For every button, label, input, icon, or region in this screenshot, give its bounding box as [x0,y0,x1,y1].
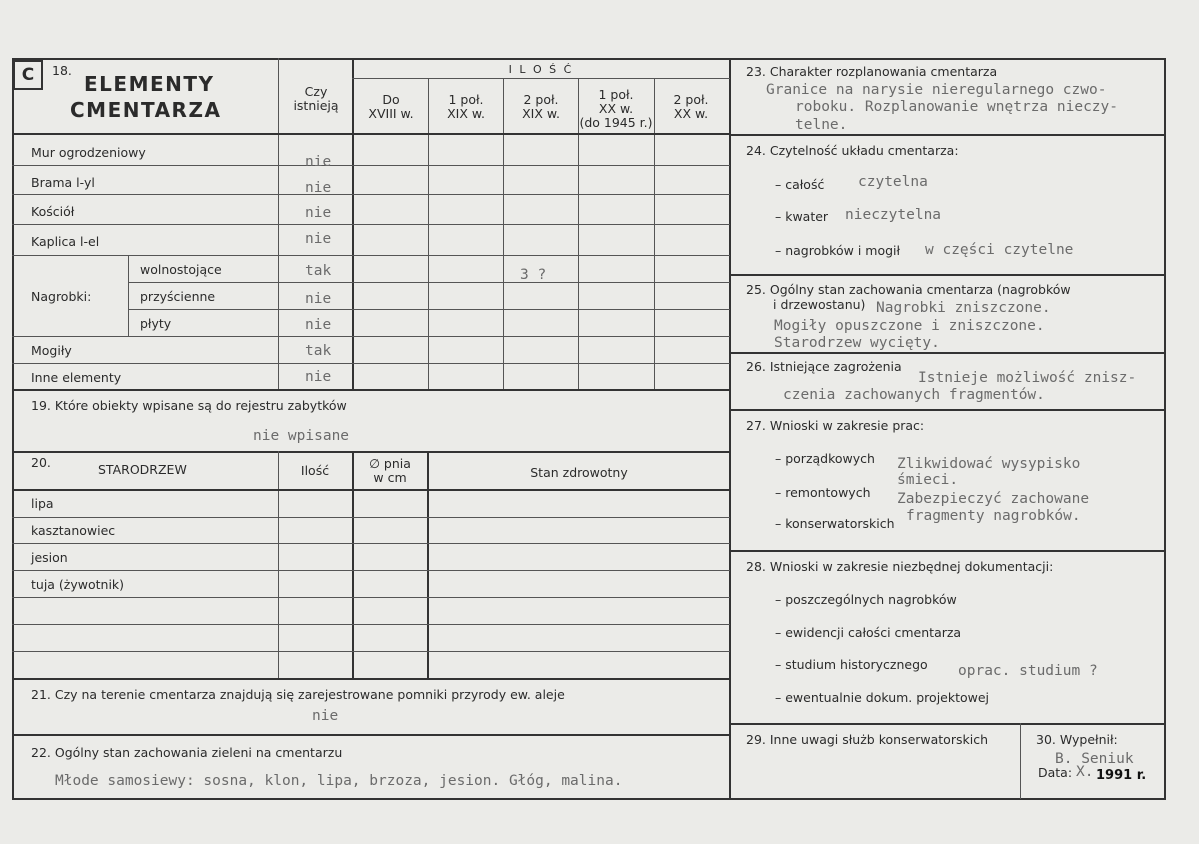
sec20-row-line [12,624,730,625]
sec19-value: nie wpisane [253,428,350,444]
element-value: tak [305,263,332,279]
element-value: nie [305,205,332,221]
sec20-row-line [12,651,730,652]
sec30-date-label: Data: [1038,765,1073,780]
sec19-label: 19. Które obiekty wpisane są do rejestru zabytków [31,398,347,413]
sec27-label: 27. Wnioski w zakresie prac: [746,418,925,433]
sec20-number: 20. [31,455,51,470]
sec26-bottom [730,409,1166,411]
frame-right [1164,58,1166,800]
grid-h-r5 [128,282,730,283]
sec20-col-qty: Ilość [300,463,330,478]
element-label: przyścienne [140,289,216,304]
sec29-label: 29. Inne uwagi służb konserwatorskich [746,732,988,747]
sec21-label: 21. Czy na terenie cmentarza znajdują się zarejestrowane pomniki przyrody ew. aleje [31,687,565,702]
element-value: nie [305,317,332,333]
period-3-l2: XIX w. [522,106,560,121]
wolnostojace-count: 3 ? [520,267,547,283]
sec24-row-value: nieczytelna [845,207,942,223]
sec20-col-health: Stan zdrowotny [530,465,628,480]
sec27-bottom [730,550,1166,552]
tree-label: jesion [31,550,68,565]
sec29-30-divider [1020,723,1021,799]
sec24-bottom [730,274,1166,276]
ilosc-header: I L O Ś Ć [508,63,574,76]
grid-h-r6 [128,309,730,310]
sec24-row-value: w części czytelne [925,242,1074,258]
sec20-col-dia-l1: ∅ pnia [369,456,411,471]
period-4-l1: 1 poł. [598,87,634,102]
frame-middle [729,58,731,800]
period-1-l1: Do [382,92,400,107]
sec24-row-label: – całość [775,177,825,192]
element-value: tak [305,343,332,359]
sec22-label: 22. Ogólny stan zachowania zieleni na cmentarzu [31,745,343,760]
grid-v-p3 [503,78,504,390]
frame-top-right [730,58,1166,60]
sec20-title: STARODRZEW [98,462,187,477]
sec27-row-label: – porządkowych [775,451,875,466]
sec24-label: 24. Czytelność układu cmentarza: [746,143,959,158]
element-value: nie [305,291,332,307]
sec23-line2: roboku. Rozplanowanie wnętrza nieczy- [795,99,1119,115]
sec19-bottom [12,451,730,453]
sec27-row-label: – remontowych [775,485,871,500]
sec18-number: 18. [52,63,72,78]
sec28-row-label: – ewidencji całości cmentarza [775,625,962,640]
sec23-line1: Granice na narysie nieregularnego czwo- [766,82,1107,98]
grid-v-nagrobki [128,256,129,336]
grid-h-r2 [12,194,730,195]
period-4-l2: XX w. [598,101,634,116]
sec20-grid-v2 [352,451,354,678]
element-value: nie [305,369,332,385]
sec28-row-label: – ewentualnie dokum. projektowej [775,690,990,705]
element-label: Kaplica l-el [31,234,100,249]
sec20-grid-v1 [278,451,279,678]
sec20-bottom [12,678,730,680]
sec25-label-line1: 25. Ogólny stan zachowania cmentarza (nagrobków [746,282,1071,297]
sec23-line3: telne. [795,117,848,133]
sec20-row-line [12,570,730,571]
tree-label: lipa [31,496,54,511]
sec23-label: 23. Charakter rozplanowania cmentarza [746,64,998,79]
frame-bottom [12,798,1166,800]
sec26-line1: Istnieje możliwość znisz- [918,370,1137,386]
sec28-label: 28. Wnioski w zakresie niezbędnej dokumentacji: [746,559,1054,574]
element-label: Mur ogrodzeniowy [31,145,146,160]
sec25-line1: Nagrobki zniszczone. [876,300,1051,316]
tree-label: tuja (żywotnik) [31,577,125,592]
sec30-date-typed: X. [1076,764,1094,780]
sec27-line2: śmieci. [897,472,959,488]
sec23-bottom [730,134,1166,136]
sec22-value: Młode samosiewy: sosna, klon, lipa, brzoza, jesion. Głóg, malina. [55,773,623,789]
nagrobki-label: Nagrobki: [31,289,92,304]
sec28-row-label: – poszczególnych nagrobków [775,592,957,607]
element-label: Brama l-yl [31,175,95,190]
sec27-row-label: – konserwatorskich [775,516,895,531]
grid-h-r3 [12,224,730,225]
element-label: Inne elementy [31,370,122,385]
grid-h-header-bottom [12,133,730,135]
frame-top-left [12,58,730,60]
sec18-title-line2: CMENTARZA [70,98,222,122]
sec30-name: B. Seniuk [1055,751,1134,767]
sec30-date-handwritten: 1991 r. [1096,768,1147,783]
grid-h-r7 [12,336,730,337]
sec25-line3: Starodrzew wycięty. [774,335,940,351]
sec20-grid-v3 [427,451,429,678]
sec20-row-line [12,517,730,518]
sec24-row-value: czytelna [858,174,928,190]
sec20-header-bottom [12,489,730,491]
col-exists-line1: Czy [304,84,328,99]
period-1-l2: XVIII w. [368,106,414,121]
sec25-line2: Mogiły opuszczone i zniszczone. [774,318,1045,334]
sec21-bottom [12,734,730,736]
sec21-value: nie [312,708,339,724]
sec26-line2: czenia zachowanych fragmentów. [783,387,1045,403]
grid-h-r8 [12,363,730,364]
sec18-title-line1: ELEMENTY [84,72,215,96]
frame-left [12,58,14,800]
element-value: nie [305,154,332,170]
element-label: Mogiły [31,343,72,358]
card-badge: C [13,60,43,90]
grid-h-r1 [12,165,730,166]
grid-h-r4 [12,255,730,256]
grid-h-sec18-bottom [12,389,730,391]
sec28-row-label: – studium historycznego [775,657,928,672]
period-3-l1: 2 poł. [523,92,559,107]
sec27-line4: fragmenty nagrobków. [906,508,1081,524]
sec27-line1: Zlikwidować wysypisko [897,456,1081,472]
sec28-bottom [730,723,1166,725]
element-label: Kościół [31,204,75,219]
period-2-l1: 1 poł. [448,92,484,107]
period-5-l2: XX w. [673,106,709,121]
sec20-col-dia-l2: w cm [373,470,407,485]
element-value: nie [305,180,332,196]
sec28-value: oprac. studium ? [958,663,1098,679]
element-label: płyty [140,316,172,331]
sec20-row-line [12,597,730,598]
sec27-line3: Zabezpieczyć zachowane [897,491,1090,507]
tree-label: kasztanowiec [31,523,116,538]
period-4-l3: (do 1945 r.) [579,115,653,130]
col-exists-line2: istnieją [293,98,339,113]
sec26-label: 26. Istniejące zagrożenia [746,359,902,374]
period-5-l1: 2 poł. [673,92,709,107]
sec24-row-label: – nagrobków i mogił [775,243,901,258]
sec24-row-label: – kwater [775,209,829,224]
sec25-bottom [730,352,1166,354]
grid-v-p2 [428,78,429,390]
element-label: wolnostojące [140,262,222,277]
sec25-label-line2: i drzewostanu) [773,297,866,312]
element-value: nie [305,231,332,247]
grid-v-p5 [654,78,655,390]
period-2-l2: XIX w. [447,106,485,121]
grid-v-p4 [578,78,579,390]
sec30-label: 30. Wypełnił: [1036,732,1118,747]
grid-h-ilosc [352,78,730,79]
sec20-row-line [12,543,730,544]
